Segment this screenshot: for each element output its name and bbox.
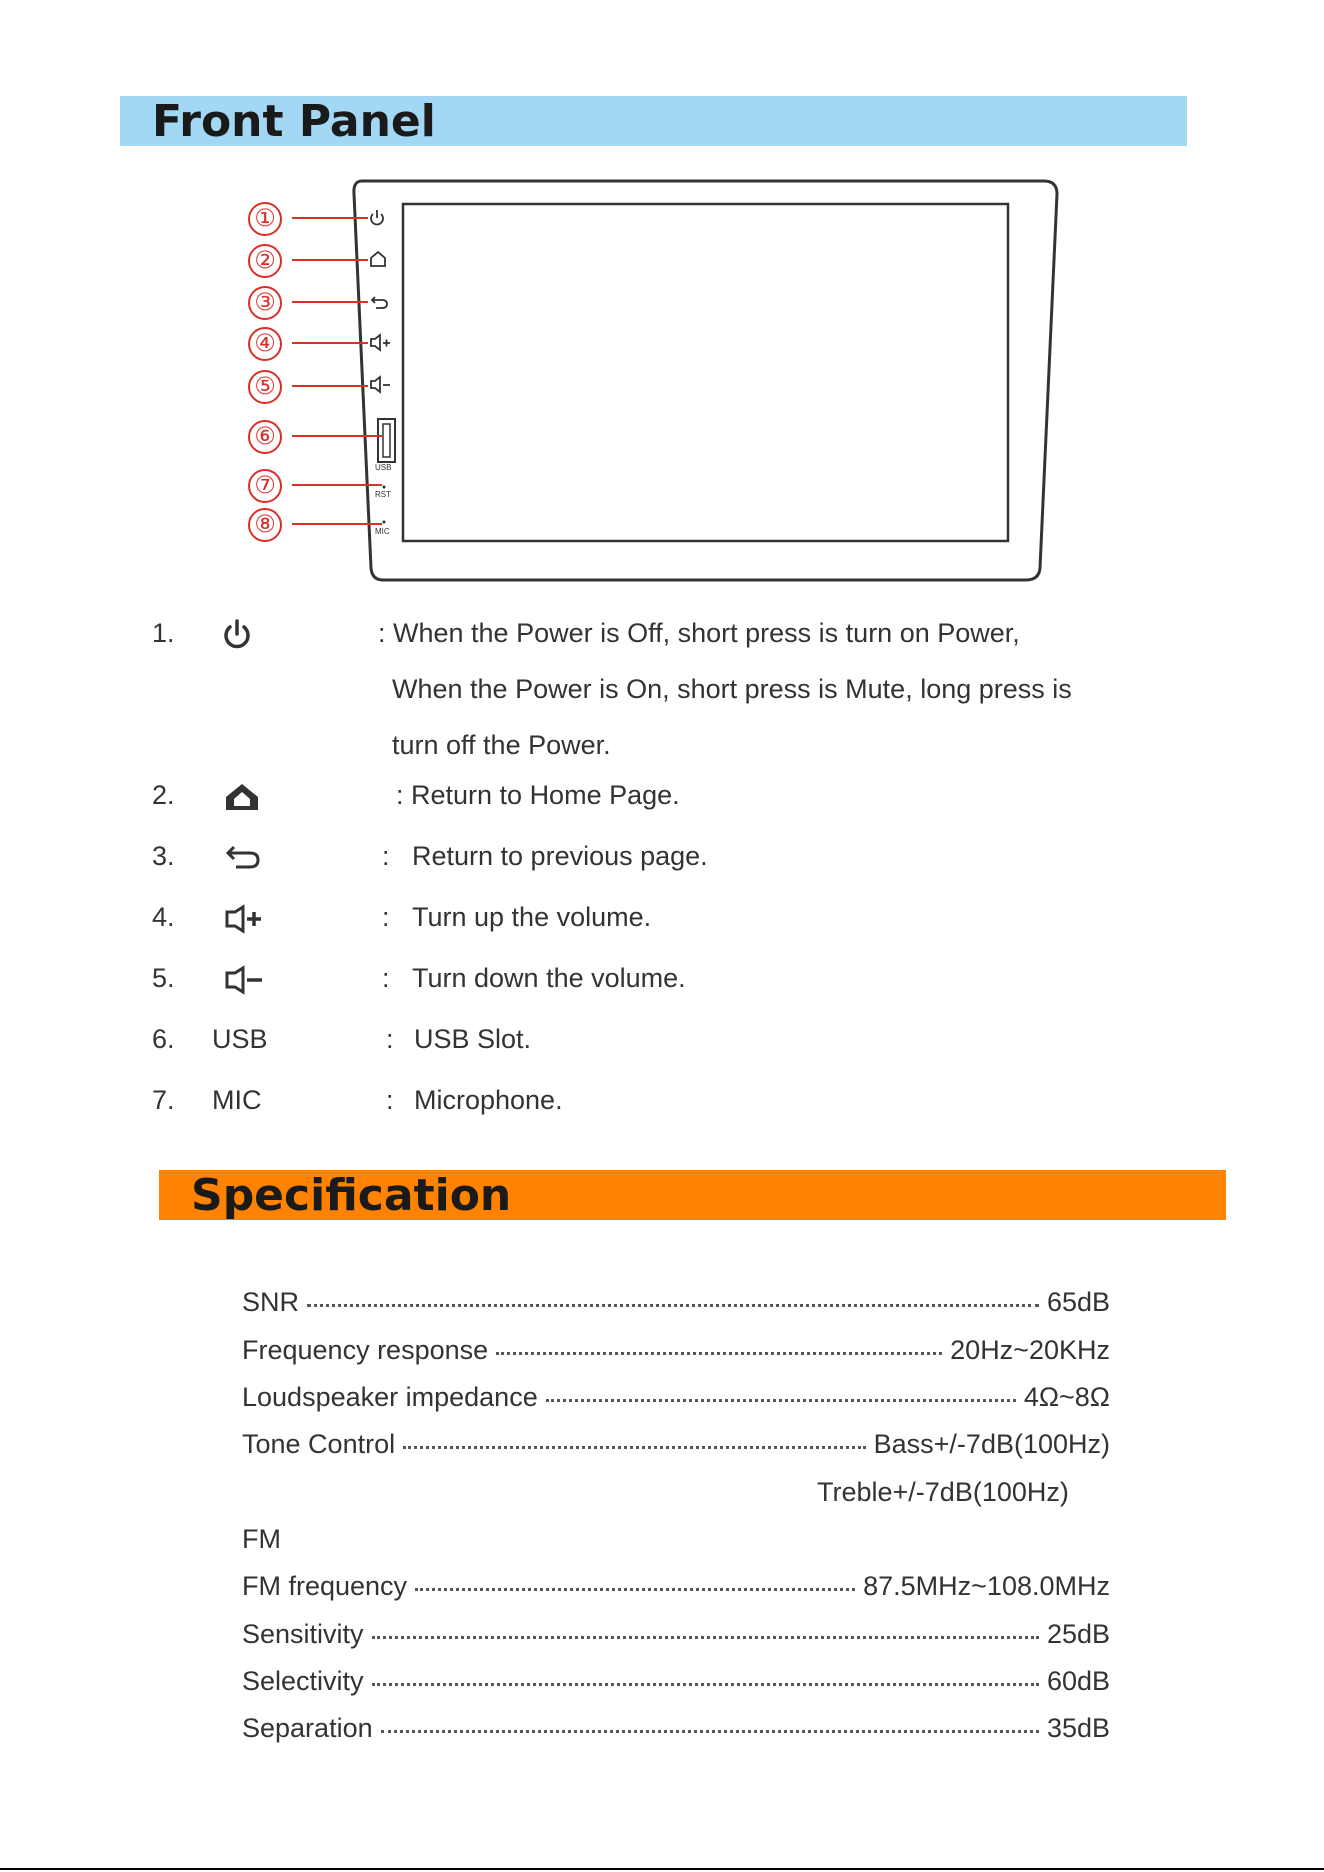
spec-label: Tone Control	[242, 1429, 396, 1459]
device-volume-up-icon	[371, 335, 390, 350]
spec-value: 25dB	[1046, 1619, 1110, 1649]
callout-line-4	[292, 342, 368, 344]
desc-number: 4.	[152, 902, 175, 932]
device-mic-label: MIC	[375, 527, 390, 536]
desc-number: 7.	[152, 1085, 175, 1115]
spec-value: 35dB	[1046, 1713, 1110, 1743]
desc-symbol: MIC	[212, 1085, 262, 1115]
callout-line-1	[292, 217, 368, 219]
callout-1: ①	[248, 202, 282, 236]
spec-leader-dots	[307, 1304, 1039, 1307]
callout-4: ④	[248, 327, 282, 361]
callout-5: ⑤	[248, 370, 282, 404]
desc-text: : Return to Home Page.	[396, 780, 680, 810]
spec-leader-dots	[372, 1683, 1039, 1686]
callout-line-8	[292, 523, 382, 525]
spec-leader-dots	[403, 1446, 866, 1449]
device-usb-label: USB	[375, 463, 392, 472]
spec-value: 65dB	[1046, 1287, 1110, 1317]
spec-row-loudspeaker-impedance	[242, 1382, 1110, 1422]
spec-row-separation	[242, 1713, 1110, 1753]
spec-row-fm-frequency	[242, 1571, 1110, 1611]
desc-text: When the Power is On, short press is Mute, long press is	[392, 674, 1072, 704]
volume-up-icon	[224, 904, 268, 934]
spec-leader-dots	[546, 1399, 1016, 1402]
spec-label: Separation	[242, 1713, 373, 1743]
spec-leader-dots	[381, 1730, 1039, 1733]
callout-8: ⑧	[248, 508, 282, 542]
device-diagram	[0, 0, 1324, 600]
callout-3: ③	[248, 286, 282, 320]
spec-leader-dots	[496, 1352, 942, 1355]
spec-leader-dots	[415, 1588, 855, 1591]
callout-6: ⑥	[248, 420, 282, 454]
desc-number: 6.	[152, 1024, 175, 1054]
desc-number: 5.	[152, 963, 175, 993]
spec-row-snr	[242, 1287, 1110, 1327]
spec-value: 20Hz~20KHz	[950, 1335, 1110, 1365]
spec-value: 60dB	[1046, 1666, 1110, 1696]
power-icon	[222, 618, 252, 652]
spec-label: SNR	[242, 1287, 300, 1317]
back-icon	[224, 843, 264, 873]
desc-text: : When the Power is Off, short press is turn on Power,	[378, 618, 1020, 648]
desc-colon: :	[382, 902, 390, 932]
spec-leader-dots	[372, 1636, 1039, 1639]
callout-line-6	[292, 435, 382, 437]
device-volume-down-icon	[371, 377, 390, 392]
desc-number: 2.	[152, 780, 175, 810]
spec-label: Sensitivity	[242, 1619, 364, 1649]
device-back-icon	[372, 297, 387, 308]
desc-colon: :	[386, 1085, 394, 1115]
desc-colon: :	[382, 963, 390, 993]
desc-number: 3.	[152, 841, 175, 871]
home-icon	[222, 780, 264, 814]
spec-row-tone-control	[242, 1429, 1110, 1469]
spec-row-sensitivity	[242, 1619, 1110, 1659]
callout-2: ②	[248, 244, 282, 278]
desc-colon: :	[382, 841, 390, 871]
spec-row-frequency-response	[242, 1335, 1110, 1375]
desc-number: 1.	[152, 618, 175, 648]
spec-value: 4Ω~8Ω	[1023, 1382, 1110, 1412]
spec-label: FM frequency	[242, 1571, 408, 1601]
device-home-icon	[371, 252, 385, 266]
front-panel-title: Front Panel	[152, 95, 436, 147]
desc-text: Turn down the volume.	[412, 963, 686, 993]
volume-down-icon	[224, 965, 268, 995]
callout-line-3	[292, 301, 368, 303]
desc-text: USB Slot.	[414, 1024, 532, 1054]
callout-line-7	[292, 484, 382, 486]
spec-value: 87.5MHz~108.0MHz	[863, 1571, 1110, 1601]
callout-line-5	[292, 385, 368, 387]
page-bottom-rule	[0, 1868, 1324, 1870]
callout-7: ⑦	[248, 469, 282, 503]
device-rst-label: RST	[375, 490, 391, 499]
desc-text: Microphone.	[414, 1085, 563, 1115]
desc-text: Turn up the volume.	[412, 902, 652, 932]
callout-line-2	[292, 259, 368, 261]
spec-label: Loudspeaker impedance	[242, 1382, 538, 1412]
spec-value: Bass+/-7dB(100Hz)	[873, 1429, 1110, 1459]
device-power-icon	[371, 210, 383, 224]
spec-tone-control-treble: Treble+/-7dB(100Hz)	[817, 1477, 1069, 1507]
specification-title: Specification	[191, 1169, 512, 1221]
spec-label: Selectivity	[242, 1666, 364, 1696]
specification-header	[159, 1170, 1226, 1220]
desc-symbol: USB	[212, 1024, 268, 1054]
spec-row-selectivity	[242, 1666, 1110, 1706]
desc-text: turn off the Power.	[392, 730, 611, 760]
desc-colon: :	[386, 1024, 394, 1054]
spec-label: Frequency response	[242, 1335, 489, 1365]
desc-text: Return to previous page.	[412, 841, 708, 871]
spec-fm-heading: FM	[242, 1524, 281, 1554]
device-outline	[0, 0, 1324, 600]
